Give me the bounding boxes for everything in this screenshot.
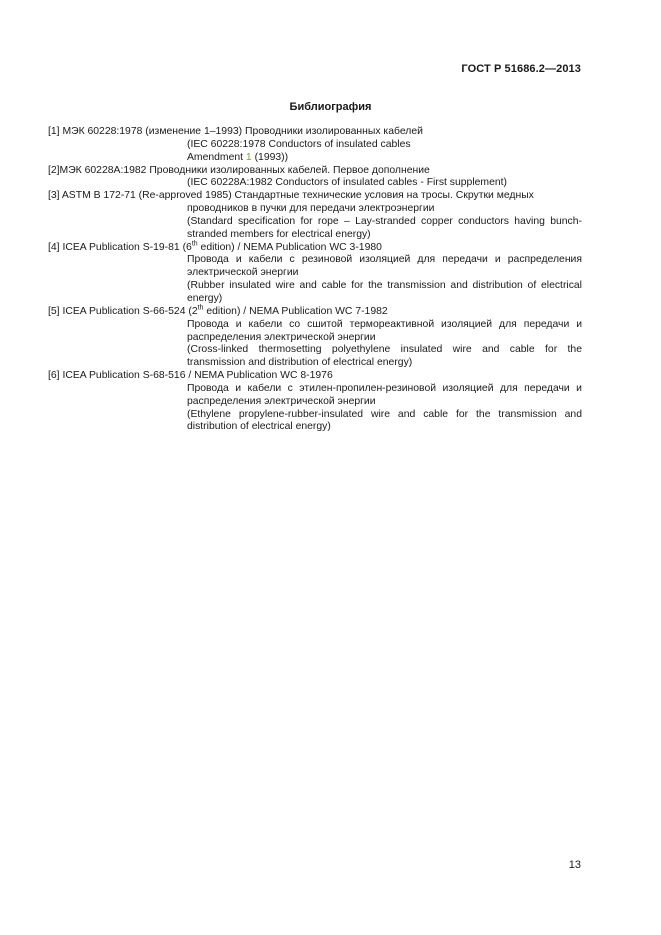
amendment-number: 1	[245, 151, 252, 163]
bib-entry-head: [3] ASTM B 172-71 (Re-approved 1985) Стандартные технические условия на тросы. Скрутки медных	[48, 190, 534, 202]
head-part: edition) / NEMA Publication WC 7-1982	[203, 305, 388, 317]
bib-entry-original-title: (IEC 60228A:1982 Conductors of insulated cables - First supplement)	[187, 177, 507, 189]
bib-entry-head: [6] ICEA Publication S-68-516 / NEMA Publication WC 8-1976	[48, 370, 333, 382]
bib-entry-amendment	[187, 152, 582, 165]
bib-entry-3	[48, 190, 582, 241]
head-part: [5] ICEA Publication S-66-524 (2	[48, 305, 198, 317]
bib-entry-original-title: (Ethylene propylene-rubber-insulated wire and cable for the transmission and distribution of electrical energy)	[187, 408, 582, 433]
bib-entry-original-title: (Rubber insulated wire and cable for the transmission and distribution of electrical energy)	[187, 280, 582, 304]
bib-entry-2	[48, 165, 582, 191]
bib-entry-5	[48, 306, 582, 370]
document-code: ГОСТ Р 51686.2—2013	[461, 63, 581, 75]
bib-entry-head	[48, 242, 582, 255]
page-number: 13	[568, 859, 581, 871]
head-part: [4] ICEA Publication S-19-81 (6	[48, 241, 192, 253]
bib-entry-head	[48, 306, 582, 319]
bib-entry-russian-title: Провода и кабели с этилен-пропилен-резиновой изоляцией для передачи и распределения электрической энергии	[187, 382, 582, 407]
head-part: edition) / NEMA Publication WC 3-1980	[197, 241, 382, 253]
bib-entry-russian-title: Провода и кабели с резиновой изоляцией для передачи и распределения электрической энергии	[187, 254, 582, 279]
bib-entry-original-title: (Cross-linked thermosetting polyethylene insulated wire and cable for the transmission and distribution of electrical energy)	[187, 344, 582, 369]
edition-superscript: th	[191, 240, 198, 248]
page-title: Библиография	[289, 101, 372, 113]
edition-superscript: th	[197, 304, 204, 312]
amendment-suffix: (1993))	[251, 151, 289, 163]
amendment-prefix: Amendment	[187, 151, 246, 163]
bib-entry-1	[48, 126, 582, 165]
bibliography-list	[48, 126, 582, 434]
bib-entry-original-title: (IEC 60228:1978 Conductors of insulated cables	[187, 138, 411, 150]
bib-entry-head: [1] МЭК 60228:1978 (изменение 1–1993) Проводники изолированных кабелей	[48, 126, 423, 137]
bib-entry-russian-title: проводников в пучки для передачи электроэнергии	[187, 203, 435, 215]
bib-entry-6	[48, 370, 582, 434]
bib-entry-original-title: (Standard specification for rope – Lay-stranded copper conductors having bunch-stranded members for electrical energy)	[187, 215, 582, 240]
bib-entry-4	[48, 242, 582, 306]
bib-entry-head: [2]МЭК 60228А:1982 Проводники изолированных кабелей. Первое дополнение	[48, 164, 430, 176]
bib-entry-russian-title: Провода и кабели со сшитой термореактивной изоляцией для передачи и распределения электрической энергии	[187, 318, 582, 343]
